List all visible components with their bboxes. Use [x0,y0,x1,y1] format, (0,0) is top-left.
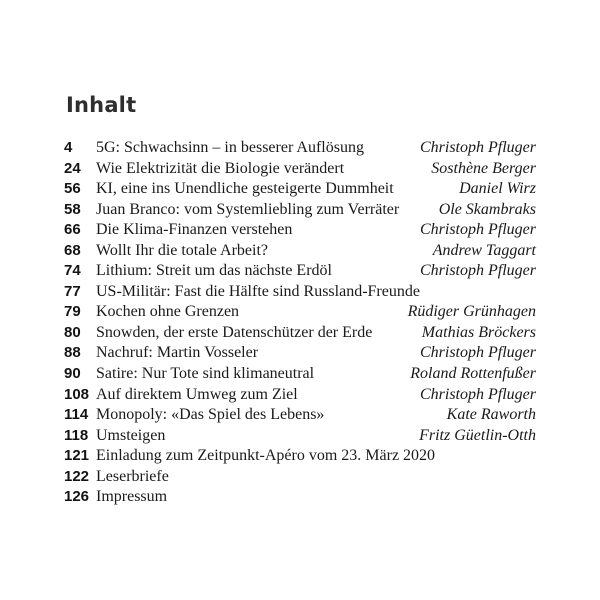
entry-author: Daniel Wirz [459,180,536,198]
entry-title: Snowden, der erste Datenschützer der Erde [96,323,373,341]
toc-list [64,139,536,509]
toc-entry [64,468,536,489]
entry-title: Kochen ohne Grenzen [96,303,240,321]
entry-page-number: 118 [64,426,89,444]
entry-author: Christoph Pfluger [419,385,536,403]
toc-entry [64,427,536,448]
toc-entry [64,447,536,468]
toc-entry [64,221,536,242]
entry-author: Christoph Pfluger [419,139,536,156]
entry-title: Nachruf: Martin Vosseler [96,344,259,362]
entry-page-number: 79 [64,303,81,321]
entry-page-number: 4 [64,139,73,156]
entry-author: Christoph Pfluger [419,262,536,280]
entry-title: KI, eine ins Unendliche gesteigerte Dummheit [96,180,394,198]
entry-page-number: 77 [64,282,81,300]
toc-entry [64,160,536,181]
entry-title: Wollt Ihr die totale Arbeit? [96,241,268,259]
entry-author: Andrew Taggart [432,241,536,259]
entry-page-number: 90 [64,365,81,383]
toc-entry [64,303,536,324]
entry-author: Mathias Bröckers [421,323,536,341]
entry-page-number: 126 [64,488,90,506]
entry-page-number: 122 [64,467,90,485]
entry-title: 5G: Schwachsinn – in besserer Auflösung [96,139,364,156]
entry-author: Rüdiger Grünhagen [407,303,536,321]
entry-author: Sosthène Berger [431,159,536,177]
toc-entry [64,365,536,386]
entry-title: Die Klima-Finanzen verstehen [96,221,293,239]
entry-page-number: 56 [64,180,81,198]
entry-page-number: 58 [64,200,81,218]
entry-author: Ole Skambraks [438,200,536,218]
toc-entry [64,283,536,304]
entry-title: Impressum [96,488,168,506]
entry-page-number: 114 [64,406,89,424]
toc-entry [64,344,536,365]
toc-entry [64,262,536,283]
entry-title: Einladung zum Zeitpunkt-Apéro vom 23. März 2020 [96,447,436,465]
entry-author: Christoph Pfluger [419,221,536,239]
entry-page-number: 66 [64,221,81,239]
entry-author: Fritz Güetlin-Otth [419,426,536,444]
entry-page-number: 24 [64,159,81,177]
entry-title: Leserbriefe [96,467,169,485]
toc-entry [64,242,536,263]
entry-title: Auf direktem Umweg zum Ziel [96,385,298,403]
entry-author: Kate Raworth [446,406,536,424]
page-title: Inhalt [66,93,137,117]
entry-page-number: 121 [64,447,90,465]
toc-entry [64,139,536,160]
entry-title: Wie Elektrizität die Biologie verändert [96,159,345,177]
toc-entry [64,180,536,201]
entry-title: Juan Branco: vom Systemliebling zum Verräter [96,200,400,218]
entry-page-number: 80 [64,323,81,341]
entry-page-number: 74 [64,262,81,280]
entry-title: Lithium: Streit um das nächste Erdöl [96,262,332,280]
entry-title: Umsteigen [96,426,166,444]
entry-page-number: 68 [64,241,81,259]
toc-page [64,94,536,509]
toc-entry [64,324,536,345]
entry-title: Monopoly: «Das Spiel des Lebens» [96,406,325,424]
entry-author: Christoph Pfluger [419,344,536,362]
entry-page-number: 108 [64,385,90,403]
toc-entry [64,201,536,222]
entry-page-number: 88 [64,344,81,362]
toc-entry [64,406,536,427]
entry-title: Satire: Nur Tote sind klimaneutral [96,365,315,383]
toc-entry [64,488,536,509]
entry-title: US-Militär: Fast die Hälfte sind Russland-Freunde [96,282,420,300]
entry-author: Roland Rottenfußer [410,365,536,383]
toc-entry [64,386,536,407]
